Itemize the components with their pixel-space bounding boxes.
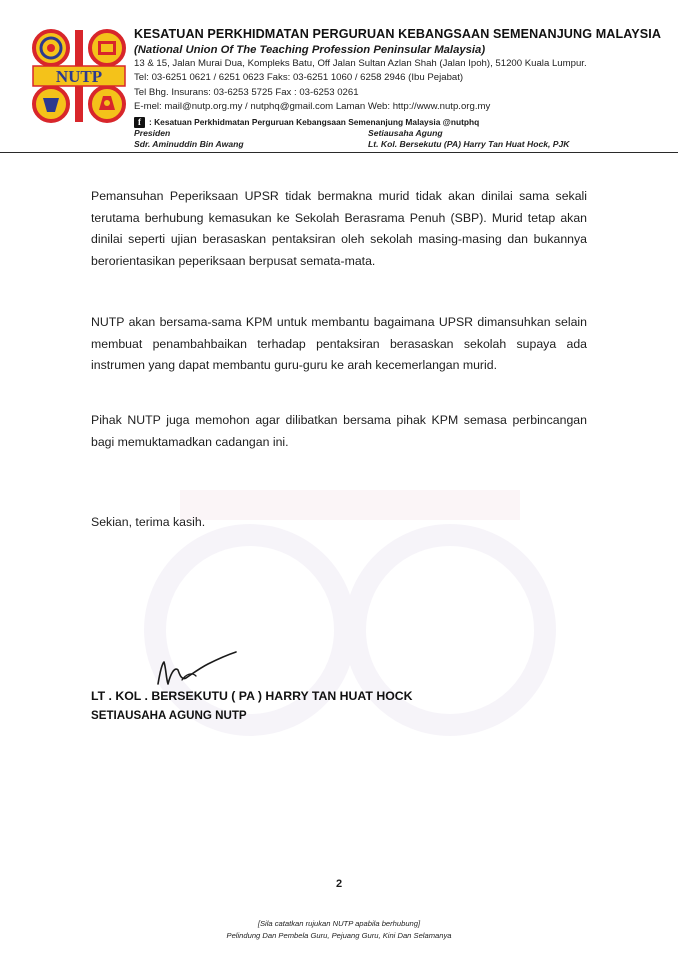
email-web-line: E-mel: mail@nutp.org.my / nutphq@gmail.com Laman Web: http://www.nutp.org.my bbox=[134, 101, 491, 113]
facebook-text: : Kesatuan Perkhidmatan Perguruan Kebangsaan Semenanjung Malaysia @nutphq bbox=[149, 117, 480, 128]
closing-remark: Sekian, terima kasih. bbox=[91, 515, 206, 529]
paragraph-upsr-assessment: Pemansuhan Peperiksaan UPSR tidak bermakna murid tidak akan dinilai sama sekali terutama berhubung kemasukan ke Sekolah Berasrama Penuh (SBP). Murid tetap akan dinilai seperti ujian berasaskan pentaksiran oleh sekolah masing-masing dan bukannya berorientasikan peperiksaan berpusat semata-mata. bbox=[91, 189, 587, 268]
telephone-line: Tel: 03-6251 0621 / 6251 0623 Faks: 03-6251 1060 / 6258 2946 (Ibu Pejabat) bbox=[134, 72, 464, 84]
logo-bottom-right-emblem bbox=[90, 87, 124, 121]
letterhead bbox=[134, 27, 664, 128]
footer-motto: Pelindung Dan Pembela Guru, Pejuang Guru, Kini Dan Selamanya bbox=[226, 931, 452, 940]
logo-top-left-emblem bbox=[34, 31, 68, 65]
paragraph-involvement-request: Pihak NUTP juga memohon agar dilibatkan bersama pihak KPM semasa perbincangan bagi memuktamadkan cadangan ini. bbox=[91, 413, 587, 449]
president-block bbox=[134, 128, 244, 150]
handwritten-signature bbox=[152, 650, 242, 694]
logo-top-right-emblem bbox=[90, 31, 124, 65]
header-divider bbox=[0, 152, 678, 153]
nutp-logo bbox=[31, 26, 127, 126]
facebook-line bbox=[134, 117, 664, 128]
president-label: Presiden bbox=[134, 128, 171, 138]
organisation-name: KESATUAN PERKHIDMATAN PERGURUAN KEBANGSAAN SEMENANJUNG MALAYSIA bbox=[134, 27, 662, 41]
signatory-title: SETIAUSAHA AGUNG NUTP bbox=[91, 709, 247, 722]
organisation-address: 13 & 15, Jalan Murai Dua, Kompleks Batu, Off Jalan Sultan Azlan Shah (Jalan Ipoh), 51200 Kuala Lumpur. bbox=[134, 58, 587, 69]
footer-note: [Sila catatkan rujukan NUTP apabila berhubung] bbox=[257, 919, 421, 928]
secretary-name: Lt. Kol. Bersekutu (PA) Harry Tan Huat Hock, PJK bbox=[368, 139, 570, 149]
logo-bottom-left-emblem bbox=[34, 87, 68, 121]
president-name: Sdr. Aminuddin Bin Awang bbox=[134, 139, 244, 149]
insurance-line: Tel Bhg. Insurans: 03-6253 5725 Fax : 03-6253 0261 bbox=[134, 86, 359, 98]
page-number: 2 bbox=[335, 878, 343, 890]
facebook-icon: f bbox=[134, 117, 145, 128]
logo-text: NUTP bbox=[55, 67, 103, 86]
secretary-label: Setiausaha Agung bbox=[368, 128, 443, 138]
signatory-name: LT . KOL . BERSEKUTU ( PA ) HARRY TAN HUAT HOCK bbox=[91, 689, 413, 703]
paragraph-nutp-kpm: NUTP akan bersama-sama KPM untuk membantu bagaimana UPSR dimansuhkan selain membuat penambahbaikan terhadap pentaksiran berasaskan sekolah supaya ada instrumen yang dapat membantu guru-guru ke arah kecemerlangan murid. bbox=[91, 315, 587, 372]
organisation-name-english: (National Union Of The Teaching Profession Peninsular Malaysia) bbox=[134, 44, 486, 56]
secretary-block bbox=[368, 128, 570, 150]
